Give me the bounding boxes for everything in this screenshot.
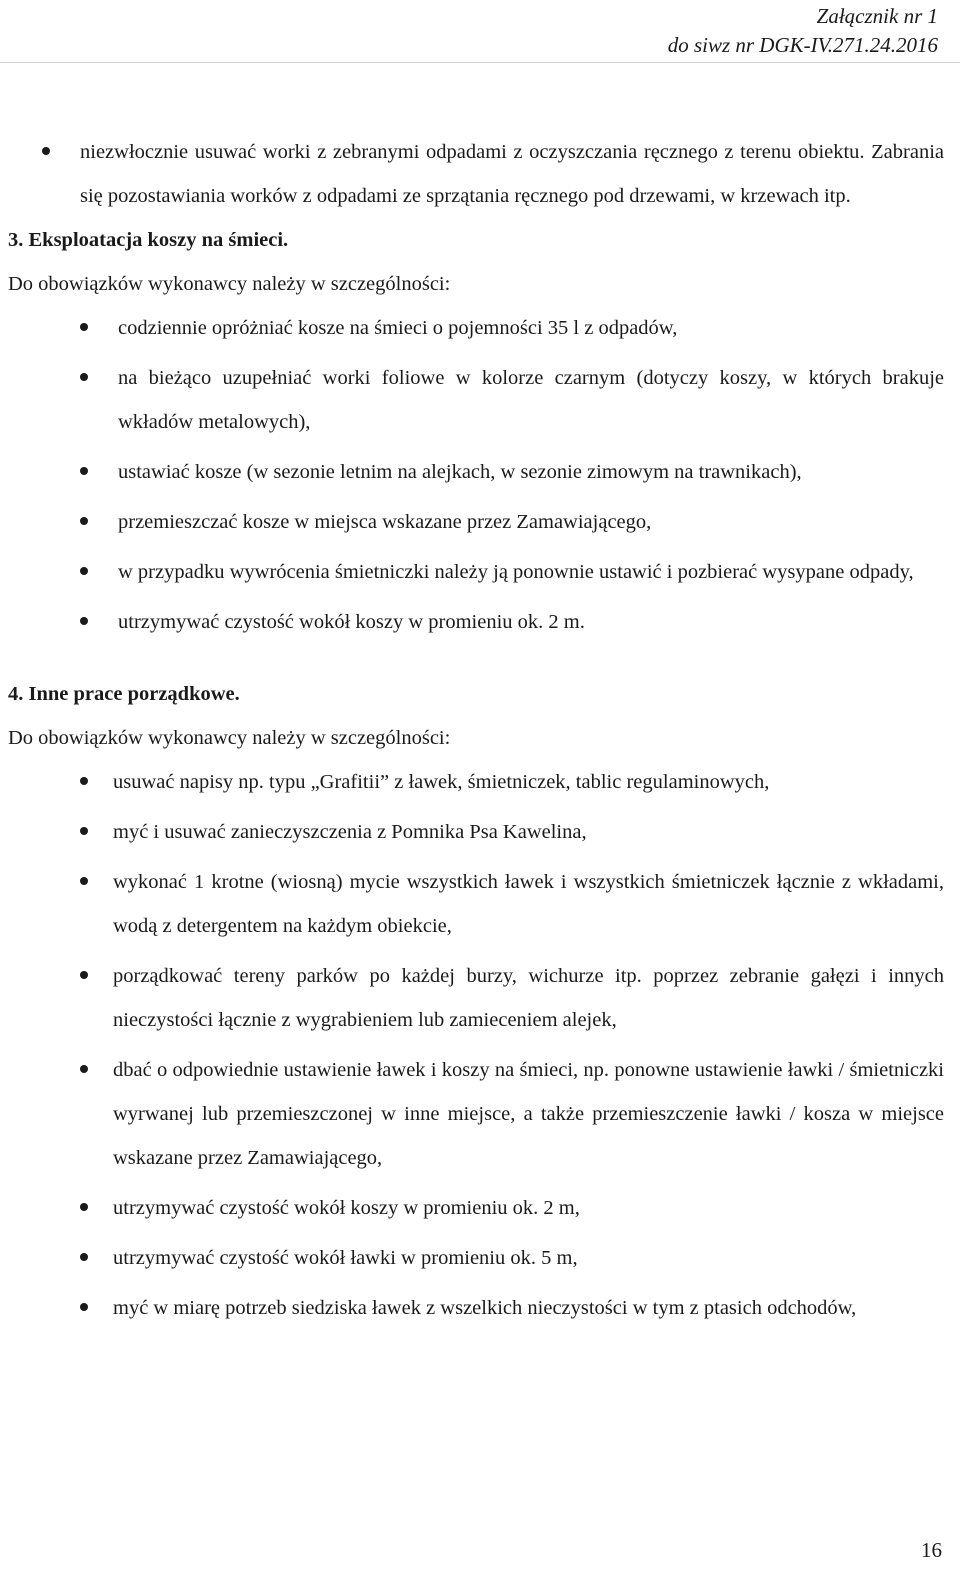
bullet-icon xyxy=(80,1203,88,1211)
list-item-text: codziennie opróżniać kosze na śmieci o pojemności 35 l z odpadów, xyxy=(118,317,678,339)
list-item-text: utrzymywać czystość wokół ławki w promieniu ok. 5 m, xyxy=(113,1247,578,1269)
bullet-icon xyxy=(80,877,88,885)
bullet-icon xyxy=(80,323,88,331)
bullet-icon xyxy=(80,617,88,625)
bullet-icon xyxy=(80,517,88,525)
list-item-text: niezwłocznie usuwać worki z zebranymi odpadami z oczyszczania ręcznego z terenu obiektu. Zabrania się pozostawiania worków z odpadami ze sprzątania ręcznego pod drzewami, w krzewach itp. xyxy=(80,141,944,207)
list-item-text: utrzymywać czystość wokół koszy w promieniu ok. 2 m, xyxy=(113,1197,580,1219)
list-item xyxy=(0,1286,960,1330)
list-item xyxy=(0,1186,960,1230)
bullet-icon xyxy=(80,971,88,979)
list-item-text: myć i usuwać zanieczyszczenia z Pomnika Psa Kawelina, xyxy=(113,821,587,843)
list-item xyxy=(0,760,960,804)
list-item xyxy=(0,954,960,1042)
list-item-text: utrzymywać czystość wokół koszy w promieniu ok. 2 m. xyxy=(118,611,585,633)
section-3-intro: Do obowiązków wykonawcy należy w szczególności: xyxy=(8,273,451,295)
list-item xyxy=(0,1236,960,1280)
header-divider xyxy=(0,62,960,63)
list-item-text: myć w miarę potrzeb siedziska ławek z wszelkich nieczystości w tym z ptasich odchodów, xyxy=(113,1297,857,1319)
bullet-icon xyxy=(42,147,50,155)
list-item-text: wykonać 1 krotne (wiosną) mycie wszystkich ławek i wszystkich śmietniczek łącznie z wkładami, wodą z detergentem na każdym obiekcie, xyxy=(113,871,944,937)
bullet-icon xyxy=(80,567,88,575)
list-item xyxy=(0,600,960,644)
list-item xyxy=(0,450,960,494)
section-4-intro: Do obowiązków wykonawcy należy w szczególności: xyxy=(8,727,451,749)
list-item xyxy=(0,500,960,544)
section-3-list xyxy=(0,306,960,644)
list-item-text: dbać o odpowiednie ustawienie ławek i koszy na śmieci, np. ponowne ustawienie ławki / śmietniczki wyrwanej lub przemieszczonej w inne miejsce, a także przemieszczenie ławki / kosza w miejsce wskazane przez Zamawiającego, xyxy=(113,1059,944,1169)
list-item xyxy=(0,810,960,854)
list-item xyxy=(0,130,960,218)
list-item-text: przemieszczać kosze w miejsca wskazane przez Zamawiającego, xyxy=(118,511,652,533)
bullet-icon xyxy=(80,373,88,381)
list-item-text: w przypadku wywrócenia śmietniczki należy ją ponownie ustawić i pozbierać wysypane odpady, xyxy=(118,561,914,583)
page-header xyxy=(668,2,938,60)
list-item xyxy=(0,1048,960,1180)
document-body xyxy=(0,130,960,1336)
bullet-icon xyxy=(80,467,88,475)
list-item xyxy=(0,356,960,444)
section-4-heading: 4. Inne prace porządkowe. xyxy=(8,683,240,705)
section-spacer xyxy=(0,650,960,672)
bullet-icon xyxy=(80,777,88,785)
list-item-text: porządkować tereny parków po każdej burzy, wichurze itp. poprzez zebranie gałęzi i innych nieczystości łącznie z wygrabieniem lub zamieceniem alejek, xyxy=(113,965,944,1031)
bullet-icon xyxy=(80,1065,88,1073)
section-3-heading: 3. Eksploatacja koszy na śmieci. xyxy=(8,229,289,251)
bullet-icon xyxy=(80,827,88,835)
list-item-text: na bieżąco uzupełniać worki foliowe w kolorze czarnym (dotyczy koszy, w których brakuje wkładów metalowych), xyxy=(118,367,944,433)
bullet-icon xyxy=(80,1303,88,1311)
list-item xyxy=(0,550,960,594)
section-4-list xyxy=(0,760,960,1330)
bullet-icon xyxy=(80,1253,88,1261)
list-item xyxy=(0,306,960,350)
page-number: 16 xyxy=(921,1538,942,1562)
siwz-reference: do siwz nr DGK-IV.271.24.2016 xyxy=(667,33,938,57)
attachment-label: Załącznik nr 1 xyxy=(816,4,938,28)
list-item-text: usuwać napisy np. typu „Grafitii” z ławek, śmietniczek, tablic regulaminowych, xyxy=(113,771,770,793)
list-item xyxy=(0,860,960,948)
list-item-text: ustawiać kosze (w sezonie letnim na alejkach, w sezonie zimowym na trawnikach), xyxy=(118,461,802,483)
